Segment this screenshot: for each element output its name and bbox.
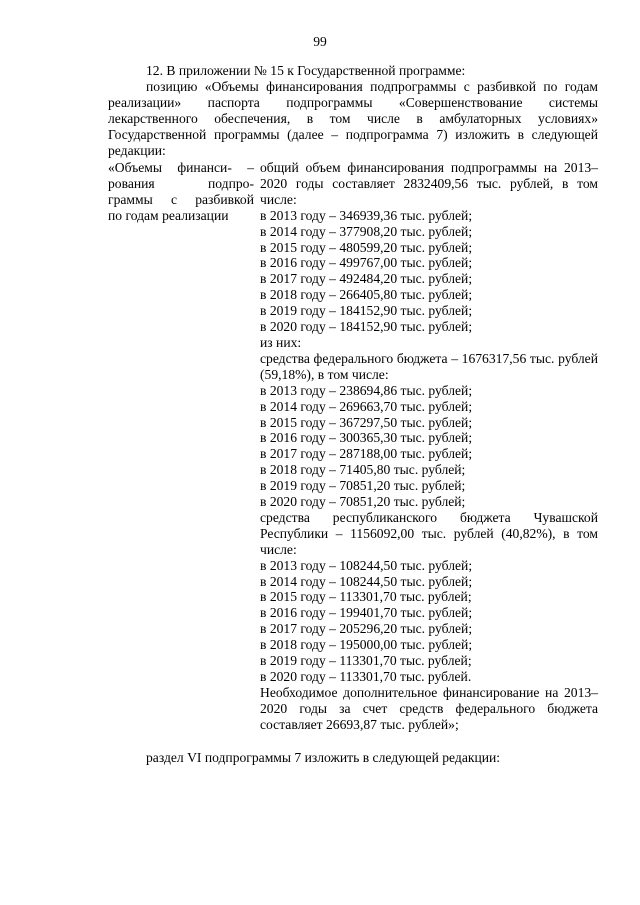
item-heading: 12. В приложении № 15 к Государственной программе: xyxy=(146,63,466,78)
year-amount-line: в 2017 году – 205296,20 тыс. рублей; xyxy=(260,621,473,637)
year-amount-line: в 2016 году – 300365,30 тыс. рублей; xyxy=(260,430,473,446)
year-amount-line: в 2014 году – 108244,50 тыс. рублей; xyxy=(260,573,473,589)
year-amount-line: в 2018 году – 195000,00 тыс. рублей; xyxy=(260,637,473,653)
year-amount-line: в 2018 году – 71405,80 тыс. рублей; xyxy=(260,462,466,478)
year-amount-line: в 2020 году – 184152,90 тыс. рублей; xyxy=(260,319,473,335)
year-amount-line: в 2015 году – 113301,70 тыс. рублей; xyxy=(260,589,472,605)
republic-financing: средства республиканского бюджета Чувашской Республики – 1156092,00 тыс. рублей (40,82%), в том числе: xyxy=(260,509,598,557)
of-them-label: из них: xyxy=(260,334,302,350)
year-amount-line: в 2013 году – 108244,50 тыс. рублей; xyxy=(260,557,473,573)
position-label-line: «Объемы финанси- – xyxy=(108,160,254,175)
year-amount-line: в 2016 году – 199401,70 тыс. рублей; xyxy=(260,605,473,621)
year-amount-line: в 2017 году – 287188,00 тыс. рублей; xyxy=(260,446,473,462)
position-label-line: рования подпро- xyxy=(108,175,254,191)
republic-years-list xyxy=(260,558,598,685)
outro-text: раздел VI подпрограммы 7 изложить в следующей редакции: xyxy=(146,750,501,765)
intro-section xyxy=(108,63,598,158)
year-amount-line: в 2016 году – 499767,00 тыс. рублей; xyxy=(260,255,473,271)
year-amount-line: в 2019 году – 184152,90 тыс. рублей; xyxy=(260,303,473,319)
year-amount-line: в 2014 году – 377908,20 тыс. рублей; xyxy=(260,223,473,239)
year-amount-line: в 2015 году – 367297,50 тыс. рублей; xyxy=(260,414,473,430)
year-amount-line: в 2018 году – 266405,80 тыс. рублей; xyxy=(260,287,473,303)
additional-financing: Необходимое дополнительное финансирование на 2013–2020 годы за счет средств федерального бюджета составляет 26693,87 тыс. рублей»; xyxy=(260,684,598,732)
financing-details xyxy=(260,160,598,733)
year-amount-line: в 2013 году – 238694,86 тыс. рублей; xyxy=(260,382,473,398)
year-amount-line: в 2019 году – 113301,70 тыс. рублей; xyxy=(260,653,472,669)
position-label xyxy=(108,160,254,224)
position-label-line: по годам реализации xyxy=(108,207,229,223)
federal-years-list xyxy=(260,383,598,510)
year-amount-line: в 2015 году – 480599,20 тыс. рублей; xyxy=(260,239,473,255)
federal-financing: средства федерального бюджета – 1676317,56 тыс. рублей (59,18%), в том числе: xyxy=(260,350,598,382)
total-years-list xyxy=(260,208,598,335)
total-financing: общий объем финансирования подпрограммы на 2013–2020 годы составляет 2832409,56 тыс. рублей, в том числе: xyxy=(260,160,598,207)
year-amount-line: в 2019 году – 70851,20 тыс. рублей; xyxy=(260,478,466,494)
position-text: позицию «Объемы финансирования подпрограммы с разбивкой по годам реализации» паспорта подпрограммы «Совершенствование системы лекарственного обеспечения, в том числе в амбулаторных условиях» Государственной программы (далее – подпрограмма 7) изложить в следующей редакции: xyxy=(108,78,598,158)
position-label-line: граммы с разбивкой xyxy=(108,191,254,207)
year-amount-line: в 2020 году – 70851,20 тыс. рублей; xyxy=(260,494,466,510)
page-number: 99 xyxy=(313,34,327,49)
year-amount-line: в 2017 году – 492484,20 тыс. рублей; xyxy=(260,271,473,287)
year-amount-line: в 2020 году – 113301,70 тыс. рублей. xyxy=(260,669,472,684)
year-amount-line: в 2013 году – 346939,36 тыс. рублей; xyxy=(260,207,473,223)
year-amount-line: в 2014 году – 269663,70 тыс. рублей; xyxy=(260,398,473,414)
